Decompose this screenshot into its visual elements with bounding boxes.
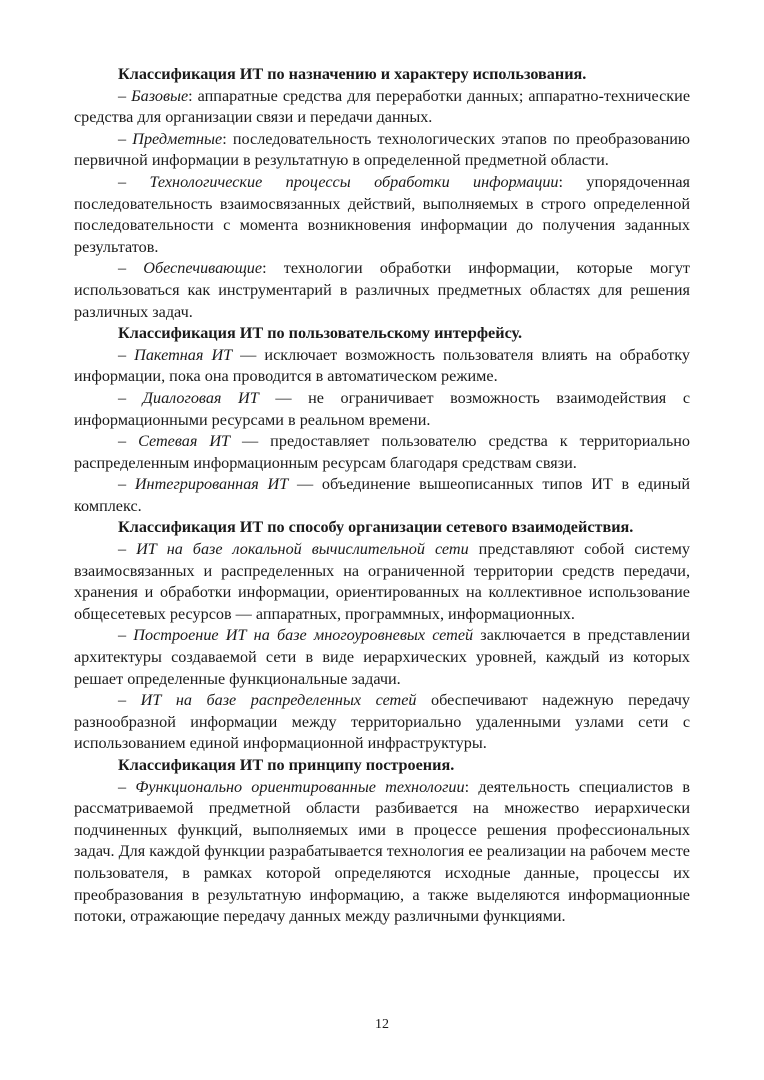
item-term: Построение ИТ на базе многоуровневых сетей (133, 626, 474, 645)
item-text: — исключает возможность пользователя влиять на обработку информации, пока она проводится в автоматическом режиме. (74, 345, 690, 386)
page-number: 12 (375, 1017, 389, 1032)
list-item (74, 777, 690, 928)
item-term: Функционально ориентированные технологии (135, 777, 465, 796)
list-item (74, 431, 690, 474)
item-dash: – (118, 540, 137, 559)
item-dash: – (118, 129, 133, 148)
item-text: : деятельность специалистов в рассматриваемой предметной области разбивается на множество иерархически подчиненных функций, выполняемых ими в процессе решения профессиональных задач. Для каждой функции разрабатывается технология ее реализации на рабочем месте пользователя, в рамках которой определяются исходные данные, процессы их преобразования в результатную информацию, а также выделяются информационные потоки, отражающие передачу данных между различными функциями. (74, 777, 690, 926)
item-dash: – (118, 432, 139, 451)
item-dash: – (118, 388, 143, 407)
item-text: — не ограничивает возможность взаимодействия с информационными ресурсами в реальном времени. (74, 388, 690, 429)
item-dash: – (118, 475, 135, 494)
item-term: ИТ на базе локальной вычислительной сети (136, 540, 469, 559)
item-dash: – (118, 172, 150, 191)
list-item (74, 690, 690, 755)
section-heading: Классификация ИТ по пользовательскому интерфейсу. (118, 324, 523, 343)
list-item (74, 625, 690, 690)
list-item (74, 172, 690, 258)
section-heading: Классификация ИТ по способу организации сетевого взаимодействия. (118, 518, 634, 537)
item-term: Интегрированная ИТ (134, 475, 289, 494)
item-text: : технологии обработки информации, которые могут использоваться как инструментарий в различных предметных областях для решения различных задач. (74, 259, 690, 321)
item-term: ИТ на базе распределенных сетей (140, 691, 417, 710)
item-text: обеспечивают надежную передачу разнообразной информации между территориально удаленными узлами сети с использованием единой информационной инфраструктуры. (74, 691, 691, 753)
item-dash: – (118, 626, 134, 645)
item-dash: – (118, 345, 135, 364)
list-item (74, 474, 690, 517)
list-item (74, 86, 690, 129)
item-term: Предметные (132, 129, 223, 148)
list-item (74, 129, 690, 172)
list-item (74, 345, 690, 388)
item-text: — предоставляет пользователю средства к территориально распределенным информационным ресурсам благодаря средствам связи. (74, 432, 691, 472)
item-dash: – (118, 691, 141, 710)
item-term: Сетевая ИТ (138, 432, 231, 451)
list-item (74, 388, 690, 431)
item-text: : аппаратные средства для переработки данных; аппаратно-технические средства для организации связи и передачи данных. (74, 86, 691, 127)
item-text: : упорядоченная последовательность взаимосвязанных действий, выполняемых в строго определенной последовательности с момента возникновения информации до получения заданных результатов. (74, 172, 690, 256)
item-dash: – (118, 777, 136, 796)
document-page (74, 64, 690, 928)
item-text: — объединение вышеописанных типов ИТ в единый комплекс. (74, 475, 691, 515)
item-term: Базовые (131, 86, 189, 105)
item-term: Обеспечивающие (143, 259, 263, 278)
item-dash: – (118, 86, 132, 105)
item-text: : последовательность технологических этапов по преобразованию первичной информации в результатную в определенной предметной области. (74, 129, 691, 170)
list-item (74, 539, 690, 625)
item-term: Пакетная ИТ (134, 345, 233, 364)
item-term: Диалоговая ИТ (142, 388, 259, 407)
item-dash: – (118, 259, 144, 278)
item-text: заключается в представлении архитектуры создаваемой сети в виде иерархических уровней, каждый из которых решает определенные функциональные задачи. (74, 626, 691, 688)
list-item (74, 258, 690, 323)
item-term: Технологические процессы обработки информации (149, 172, 559, 191)
section-heading: Классификация ИТ по назначению и характеру использования. (118, 65, 587, 83)
item-text: представляют собой систему взаимосвязанных и распределенных на ограниченной территории средств передачи, хранения и обработки информации, ориентированных на коллективное использование общесетевых ресурсов — аппаратных, программных, информационных. (74, 540, 690, 623)
section-heading: Классификация ИТ по принципу построения. (118, 756, 455, 774)
